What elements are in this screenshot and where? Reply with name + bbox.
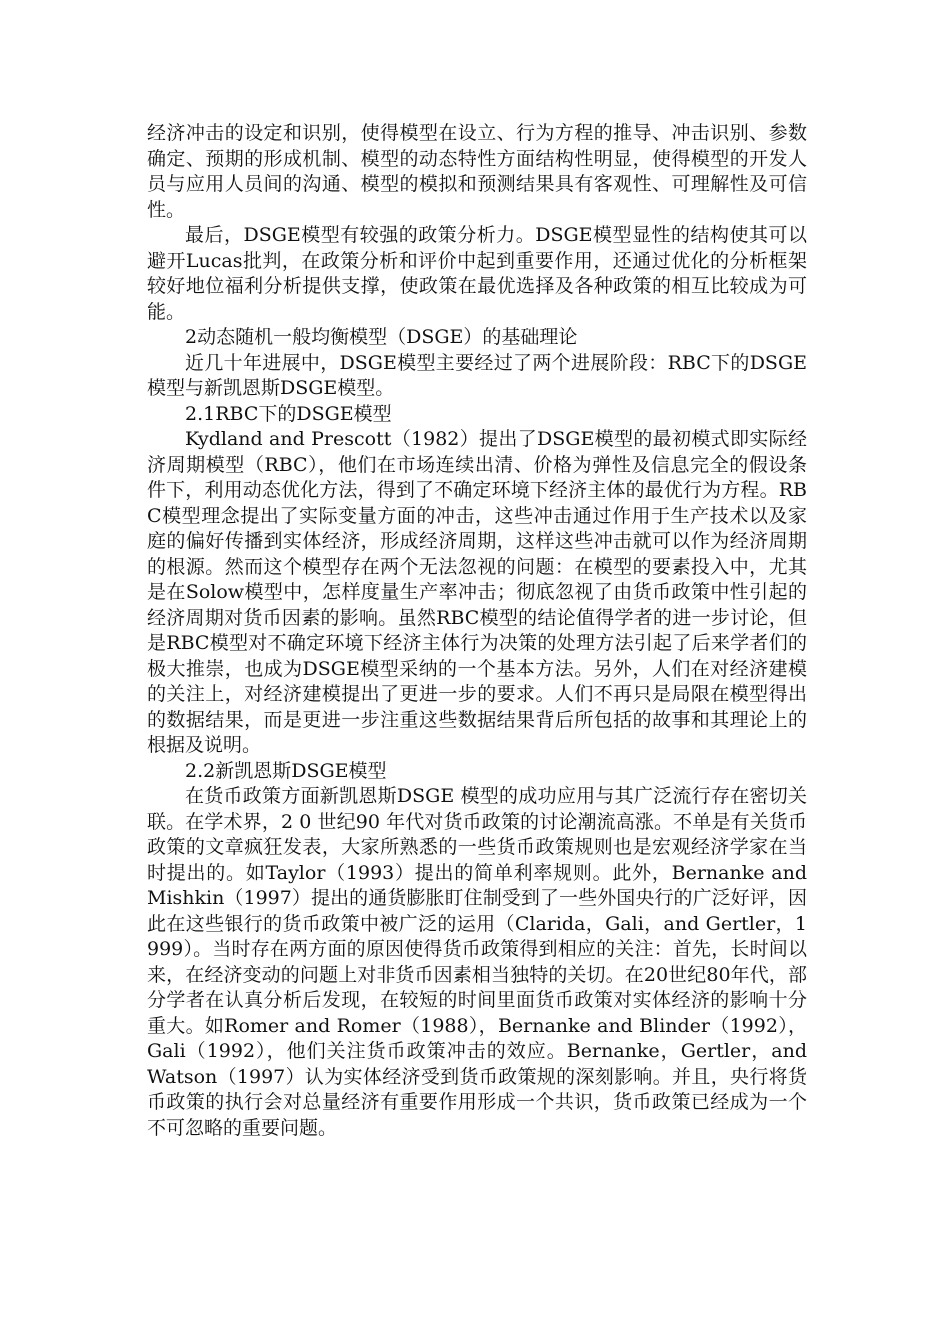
- paragraph-policy-analysis: 最后，DSGE模型有较强的政策分析力。DSGE模型显性的结构使其可以避开Lucas批判，在政策分析和评价中起到重要作用，还通过优化的分析框架较好地位福利分析提供支撑，使政策在最优选择及各种政策的相互比较成为可能。: [147, 224, 807, 323]
- paragraph-new-keynesian: 在货币政策方面新凯恩斯DSGE 模型的成功应用与其广泛流行存在密切关联。在学术界，2 0 世纪90 年代对货币政策的讨论潮流高涨。不单是有关货币政策的文章疯狂发表，大家所熟悉的一些货币政策规则也是宏观经济学家在当时提出的。如Taylor（1993）提出的简单利率规则。此外，Bernanke and Mishkin（1997）提出的通货膨胀盯住制受到了一些外国央行的广泛好评，因此在这些银行的货币政策中被广泛的运用（Clarida，Gali，and Gertler，1999）。当时存在两方面的原因使得货币政策得到相应的关注：首先，长时间以来，在经济变动的问题上对非货币因素相当独特的关切。在20世纪80年代，部分学者在认真分析后发现，在较短的时间里面货币政策对实体经济的影响十分重大。如Romer and Romer（1988），Bernanke and Blinder（1992），Gali（1992），他们关注货币政策冲击的效应。Bernanke，Gertler，and Watson（1997）认为实体经济受到货币政策规的深刻影响。并且，央行将货币政策的执行会对总量经济有重要作用形成一个共识，货币政策已经成为一个不可忽略的重要问题。: [147, 785, 807, 1139]
- paragraph-development-stages: 近几十年进展中，DSGE模型主要经过了两个进展阶段：RBC下的DSGE模型与新凯恩斯DSGE模型。: [147, 351, 807, 399]
- section-heading-2-2: 2.2新凯恩斯DSGE模型: [185, 759, 387, 782]
- document-body: [147, 121, 807, 1141]
- section-heading-2-1: 2.1RBC下的DSGE模型: [185, 402, 392, 425]
- section-heading-2: 2动态随机一般均衡模型（DSGE）的基础理论: [185, 326, 578, 348]
- paragraph-rbc-model: Kydland and Prescott（1982）提出了DSGE模型的最初模式即实际经济周期模型（RBC），他们在市场连续出清、价格为弹性及信息完全的假设条件下，利用动态优化方法，得到了不确定环境下经济主体的最优行为方程。RBC模型理念提出了实际变量方面的冲击，这些冲击通过作用于生产技术以及家庭的偏好传播到实体经济，形成经济周期，这样这些冲击就可以作为经济周期的根源。然而这个模型存在两个无法忽视的问题：在模型的要素投入中，尤其是在Solow模型中，怎样度量生产率冲击；彻底忽视了由货币政策中性引起的经济周期对货币因素的影响。虽然RBC模型的结论值得学者的进一步讨论，但是RBC模型对不确定环境下经济主体行为决策的处理方法引起了后来学者们的极大推崇，也成为DSGE模型采纳的一个基本方法。另外，人们在对经济建模的关注上，对经济建模提出了更进一步的要求。人们不再只是局限在模型得出的数据结果，而是更进一步注重这些数据结果背后所包括的故事和其理论上的根据及说明。: [147, 428, 807, 756]
- paragraph-continuation: 经济冲击的设定和识别，使得模型在设立、行为方程的推导、冲击识别、参数确定、预期的形成机制、模型的动态特性方面结构性明显，使得模型的开发人员与应用人员间的沟通、模型的模拟和预测结果具有客观性、可理解性及可信性。: [147, 122, 807, 221]
